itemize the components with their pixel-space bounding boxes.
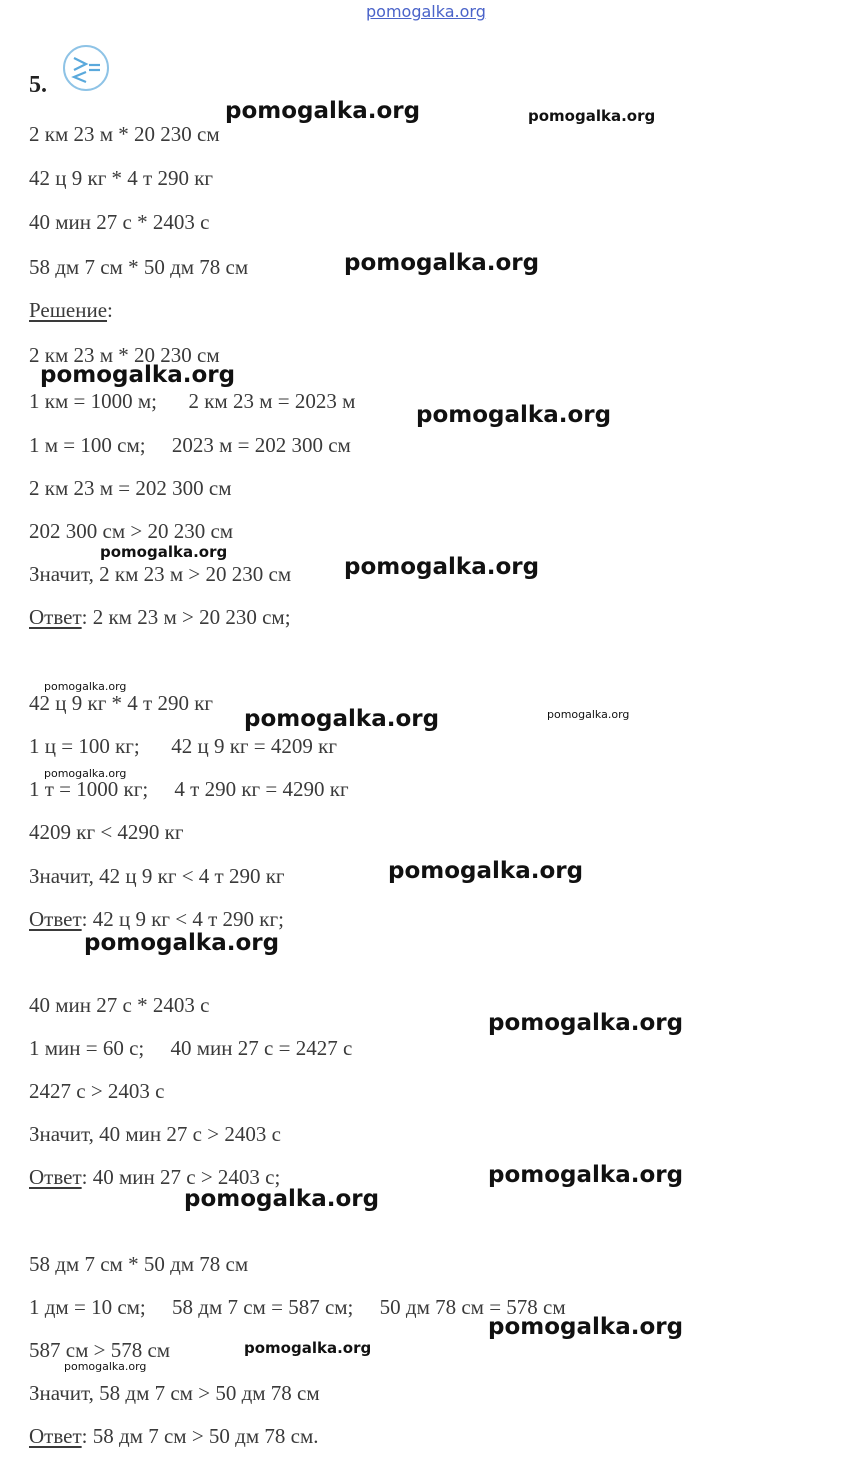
answer-line	[29, 906, 284, 932]
watermark: pomogalka.org	[488, 1010, 684, 1036]
answer-text: 40 мин 27 с > 2403 с;	[87, 1165, 281, 1189]
solution-line: 2 км 23 м = 202 300 см	[29, 476, 232, 500]
watermark: pomogalka.org	[416, 402, 612, 428]
solution-line: Значит, 58 дм 7 см > 50 дм 78 см	[29, 1381, 320, 1405]
answer-label: Ответ	[29, 605, 82, 629]
watermark: pomogalka.org	[528, 107, 656, 125]
answer-text: 42 ц 9 кг < 4 т 290 кг;	[87, 907, 284, 931]
task-item: 2 км 23 м * 20 230 см	[29, 122, 220, 146]
solution-line: Значит, 40 мин 27 с > 2403 с	[29, 1122, 281, 1146]
answer-colon: :	[81, 1424, 88, 1448]
task-item: 40 мин 27 с * 2403 с	[29, 210, 210, 234]
solution-line: 2 км 23 м * 20 230 см	[29, 343, 220, 367]
task-number: 5.	[29, 72, 47, 98]
watermark: pomogalka.org	[344, 250, 540, 276]
solution-line: 1 мин = 60 с; 40 мин 27 с = 2427 с	[29, 1036, 353, 1060]
watermark: pomogalka.org	[44, 767, 127, 780]
compare-signs-icon	[62, 44, 110, 92]
answer-line	[29, 1423, 319, 1449]
watermark: pomogalka.org	[388, 858, 584, 884]
task-item: 58 дм 7 см * 50 дм 78 см	[29, 255, 249, 279]
answer-label: Ответ	[29, 1165, 82, 1189]
solution-heading-label: Решение	[29, 298, 108, 322]
site-link[interactable]: pomogalka.org	[366, 2, 486, 21]
answer-colon: :	[81, 907, 88, 931]
solution-line: 1 т = 1000 кг; 4 т 290 кг = 4290 кг	[29, 777, 349, 801]
solution-line: 4209 кг < 4290 кг	[29, 820, 184, 844]
watermark: pomogalka.org	[100, 543, 228, 561]
watermark: pomogalka.org	[488, 1314, 684, 1340]
answer-label: Ответ	[29, 907, 82, 931]
solution-line: 1 км = 1000 м; 2 км 23 м = 2023 м	[29, 389, 356, 413]
watermark: pomogalka.org	[225, 98, 421, 124]
watermark: pomogalka.org	[40, 362, 236, 388]
answer-colon: :	[81, 1165, 88, 1189]
solution-heading	[29, 297, 113, 323]
task-item: 42 ц 9 кг * 4 т 290 кг	[29, 166, 214, 190]
watermark: pomogalka.org	[84, 930, 280, 956]
solution-line: 1 ц = 100 кг; 42 ц 9 кг = 4209 кг	[29, 734, 337, 758]
solution-line: 1 м = 100 см; 2023 м = 202 300 см	[29, 433, 351, 457]
watermark: pomogalka.org	[184, 1186, 380, 1212]
watermark: pomogalka.org	[44, 680, 127, 693]
solution-line: 1 дм = 10 см; 58 дм 7 см = 587 см; 50 дм 78 см = 578 см	[29, 1295, 566, 1319]
solution-line: 2427 с > 2403 с	[29, 1079, 165, 1103]
solution-line: 202 300 см > 20 230 см	[29, 519, 234, 543]
answer-label: Ответ	[29, 1424, 82, 1448]
watermark: pomogalka.org	[488, 1162, 684, 1188]
solution-heading-colon: :	[107, 298, 113, 322]
answer-text: 2 км 23 м > 20 230 см;	[87, 605, 291, 629]
answer-colon: :	[81, 605, 88, 629]
watermark: pomogalka.org	[64, 1360, 147, 1373]
watermark: pomogalka.org	[244, 1339, 372, 1357]
watermark: pomogalka.org	[547, 708, 630, 721]
solution-line: 587 см > 578 см	[29, 1338, 171, 1362]
solution-line: Значит, 42 ц 9 кг < 4 т 290 кг	[29, 864, 285, 888]
solution-line: 40 мин 27 с * 2403 с	[29, 993, 210, 1017]
solution-line: Значит, 2 км 23 м > 20 230 см	[29, 562, 292, 586]
answer-line	[29, 604, 291, 630]
solution-line: 58 дм 7 см * 50 дм 78 см	[29, 1252, 249, 1276]
solution-line: 42 ц 9 кг * 4 т 290 кг	[29, 691, 214, 715]
answer-text: 58 дм 7 см > 50 дм 78 см.	[87, 1424, 319, 1448]
watermark: pomogalka.org	[244, 706, 440, 732]
watermark: pomogalka.org	[344, 554, 540, 580]
